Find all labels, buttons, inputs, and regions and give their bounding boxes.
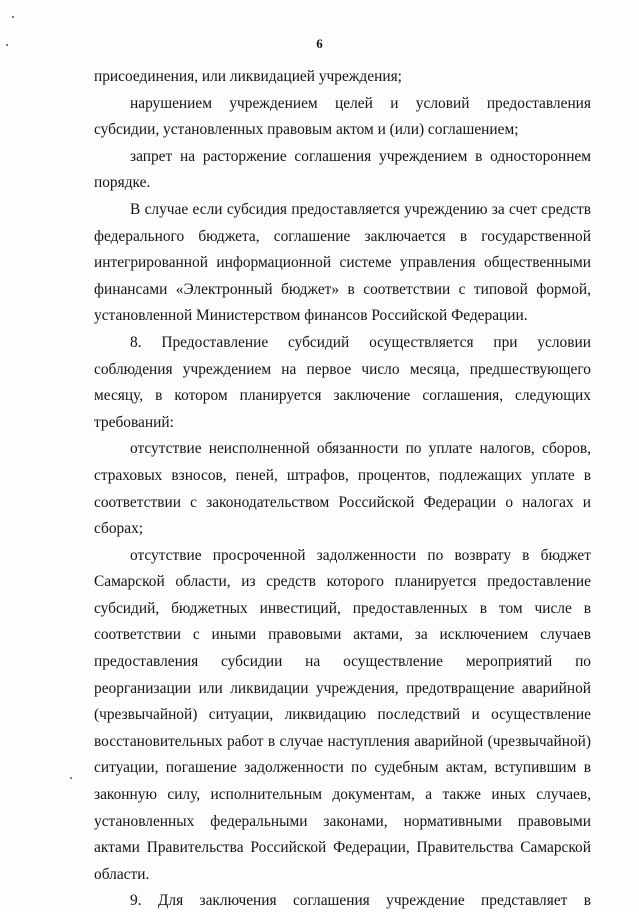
document-body <box>94 64 591 915</box>
scan-speck <box>12 16 14 18</box>
scan-speck <box>70 777 72 779</box>
paragraph: запрет на расторжение соглашения учреждением в одностороннем порядке. <box>94 147 591 192</box>
paragraph: нарушением учреждением целей и условий предоставления субсидии, установленных правовым актом и (или) соглашением; <box>94 94 591 139</box>
page-number: 6 <box>316 36 323 51</box>
scan-speck <box>6 44 8 46</box>
paragraph: отсутствие просроченной задолженности по возврату в бюджет Самарской области, из средств которого планируется предоставление субсидий, бюджетных инвестиций, предоставленных в том числе в соответствии с иными правовыми актами, за исключением случаев предоставления субсидии на осуществление мероприятий по реорганизации или ликвидации учреждения, предотвращение аварийной (чрезвычайной) ситуации, ликвидацию последствий и осуществление восстановительных работ в случае наступления аварийной (чрезвычайной) ситуации, погашение задолженности по судебным актам, вступившим в законную силу, исполнительным документам, а также иных случаев, установленных федеральными законами, нормативными правовыми актами Правительства Российской Федерации, Правительства Самарской области. <box>94 546 591 883</box>
paragraph: В случае если субсидия предоставляется учреждению за счет средств федерального бюджета, соглашение заключается в государственной интегрированной информационной системе управления общественными финансами «Электронный бюджет» в соответствии с типовой формой, установленной Министерством финансов Российской Федерации. <box>94 200 591 325</box>
paragraph: присоединения, или ликвидацией учреждения; <box>94 68 402 85</box>
paragraph: отсутствие неисполненной обязанности по уплате налогов, сборов, страховых взносов, пеней, штрафов, процентов, подлежащих уплате в соответствии с законодательством Российской Федерации о налогах и сборах; <box>94 440 591 538</box>
paragraph-clause-8: 8. Предоставление субсидий осуществляется при условии соблюдения учреждением на первое число месяца, предшествующего месяцу, в котором планируется заключение соглашения, следующих требований: <box>94 333 591 431</box>
paragraph-clause-9: 9. Для заключения соглашения учреждение представляет в <box>130 892 591 910</box>
